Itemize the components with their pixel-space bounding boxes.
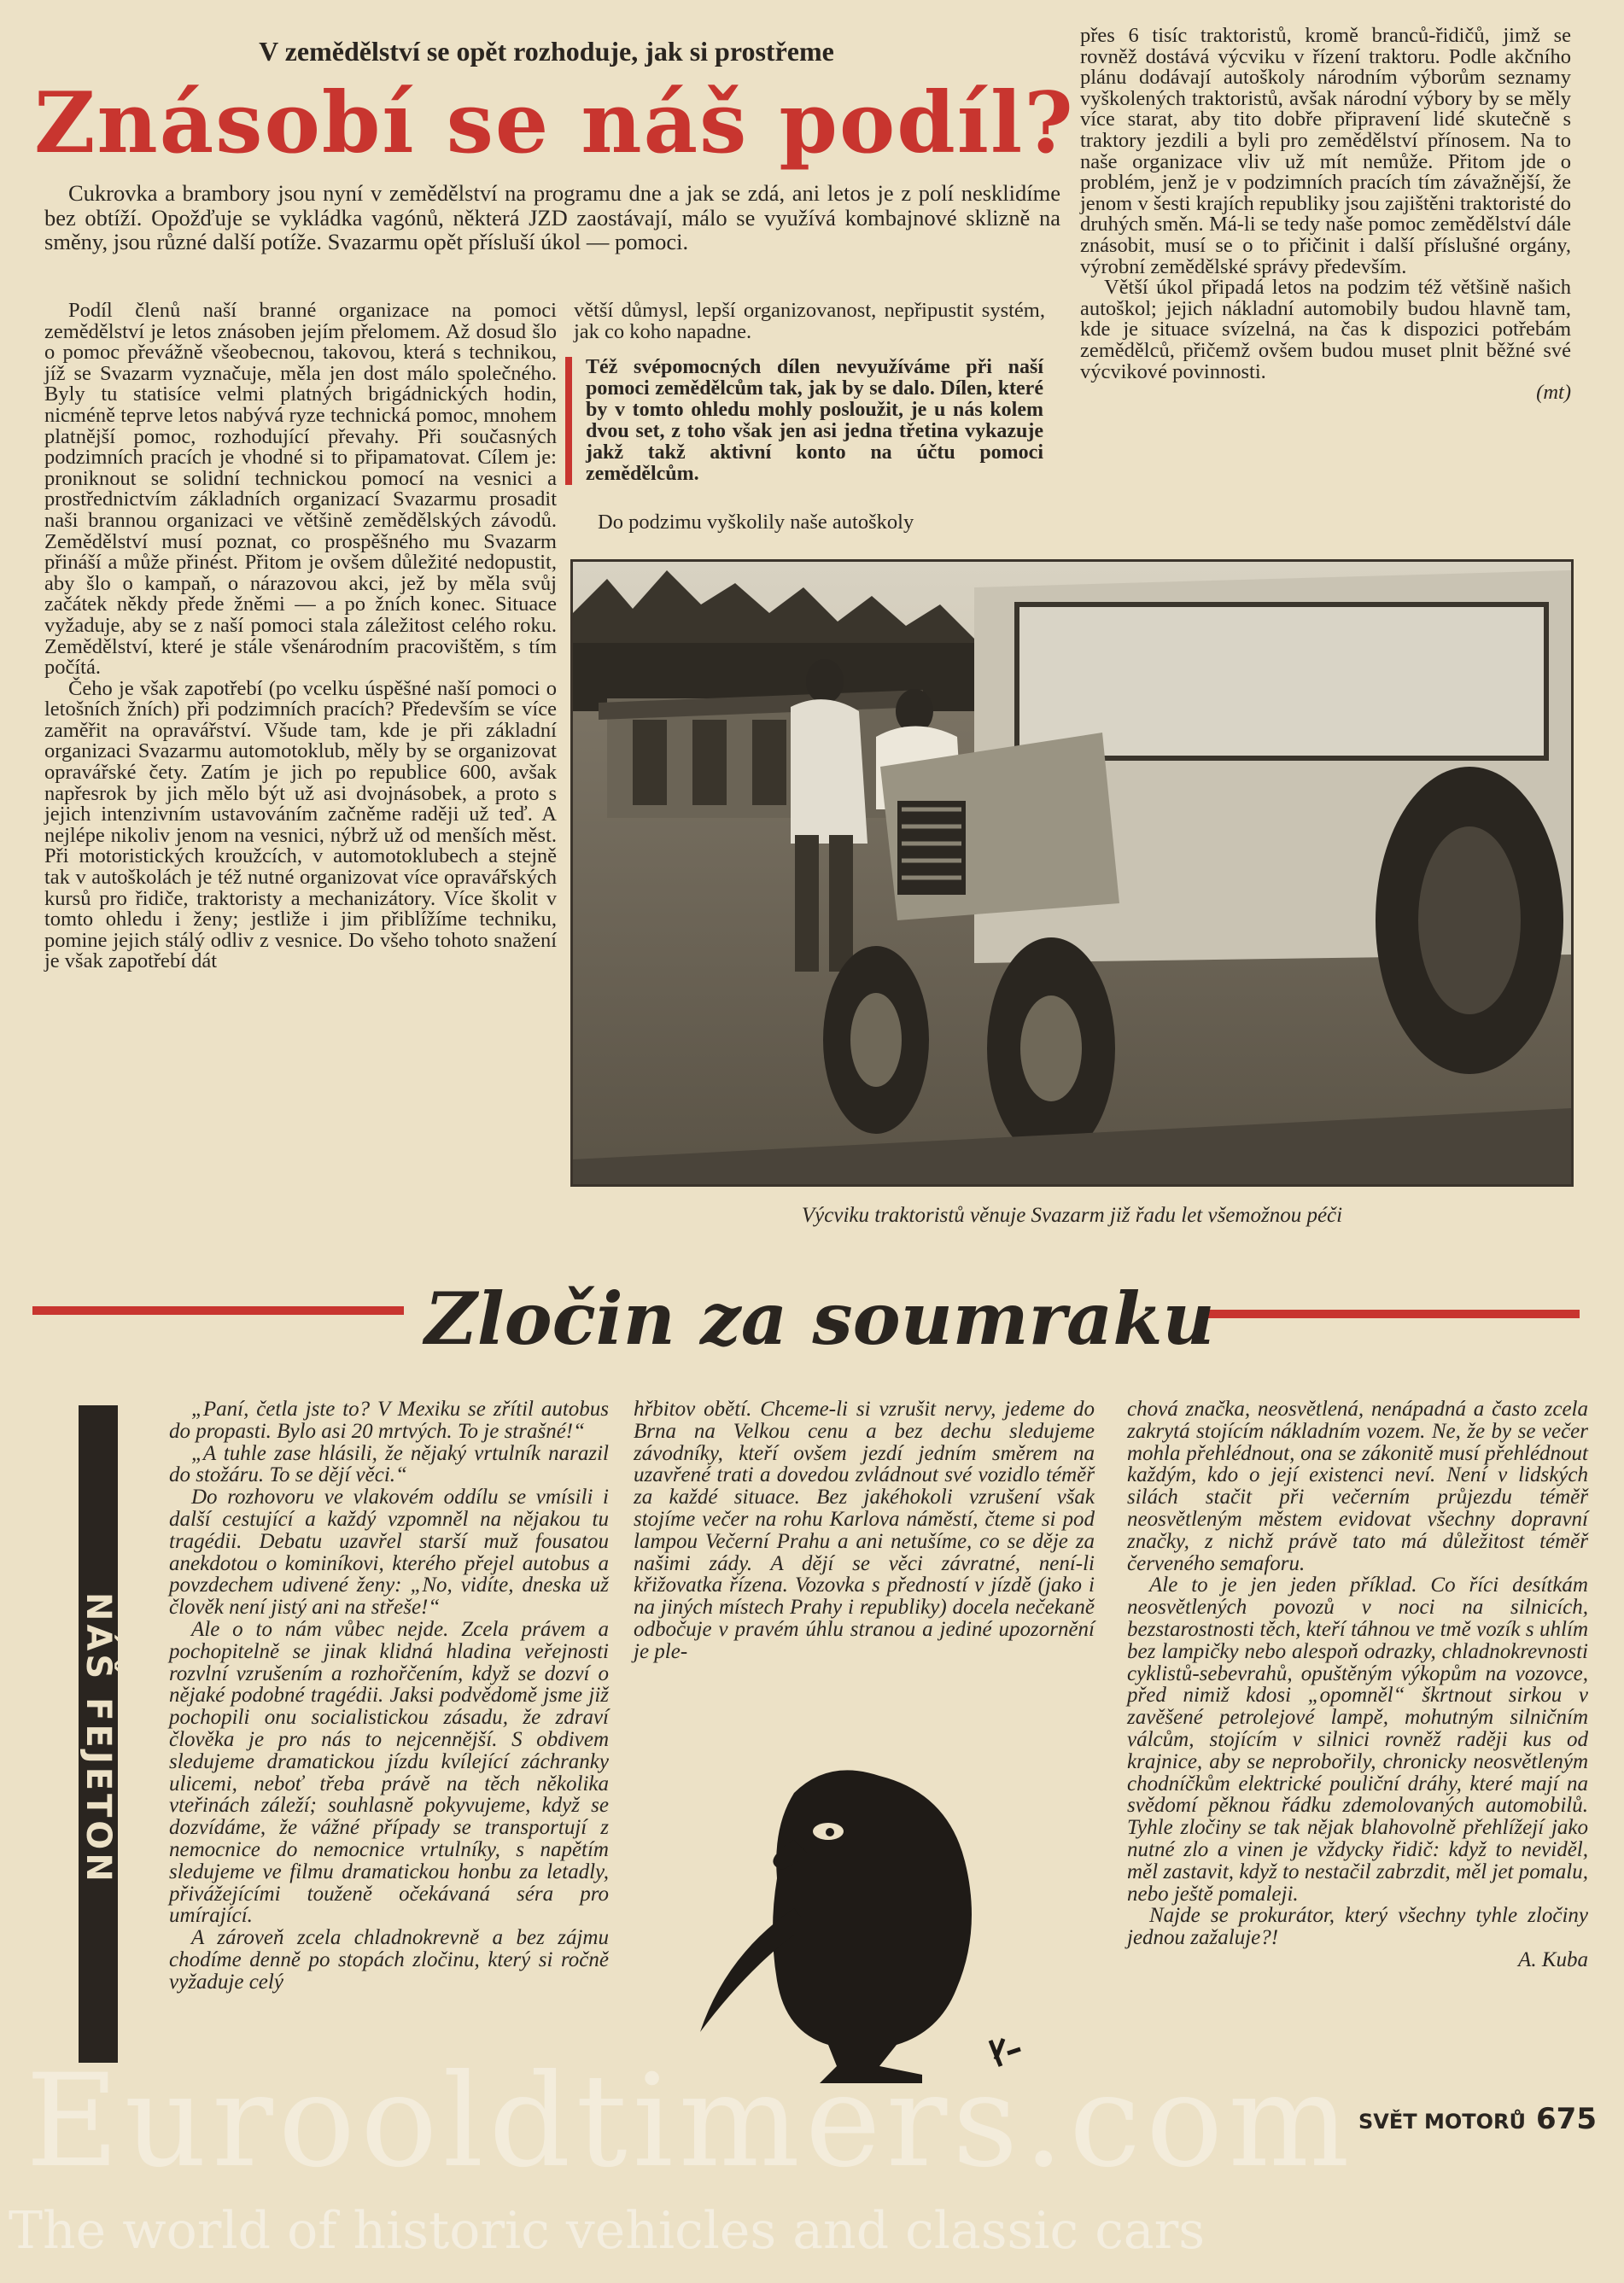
feuilleton-title: Zločin za soumraku: [424, 1276, 1215, 1361]
page-number: 675: [1536, 2102, 1597, 2136]
article-callout: Též svépomocných dílen nevyužíváme při naší pomoci zemědělcům tak, jak by se dalo. Dílen, které by v tomto ohledu mohly posloužit, je u nás kolem dvou set, z toho však jen asi jedna třetina vykazuje jakž takž aktivní konto na účtu pomoci zemědělcům.: [565, 357, 1043, 485]
feuilleton-column-2: [634, 1398, 1095, 1663]
left-red-rule: [32, 1306, 404, 1315]
feuilleton-paragraph: Ale to je jen jeden příklad. Co říci desítkám neosvětlených povozů v noci na silnicích, bezstarostnosti těch, kteří táhnou ve tmě vozík s uhlím bez lampičky nebo alespoň odrazky, chladnokrevnosti cyklistů-sebevrahů, opuštěným výkopům na vozovce, před nimiž kdosi „opomněl“ škrtnout sirkou v zavěšené petrolejové lampě, mohutným silničním válcům, stojícím v silnici rovněž raději kus od krajnice, aby se neprobořily, chronicky neosvětleným chodníčkům elektrické pouliční dráhy, které mají na svědomí pěknou řádku zdemolovaných automobilů. Tyhle zločiny se tak nějak blahovolně přehlížejí jako nutné zlo a vinen je vždycky řidič: když to neviděl, měl zastavit, když to nestačil zabrzdit, měl jet pomalu, nebo ještě pomaleji.: [1127, 1574, 1588, 1906]
article-kicker: V zemědělství se opět rozhoduje, jak si prostřeme: [259, 36, 834, 67]
column-1-paragraph-1: Podíl členů naší branné organizace na pomoci zemědělství je letos znásoben jejím přelomem. Až dosud šlo o pomoc převážně všeobecnou, takovou, která s technikou, jíž se Svazarm vyznačuje, měla jen dost málo společného. Byly tu statisíce velmi platných brigádnických hodin, nicméně teprve letos nabývá ryze technická pomoc, mnohem platnější pomoc, rozhodující převahy. Při současných podzimních pracích je vhodné si to připamatovat. Cílem je: proniknout se solidní technickou pomocí na vesnici a prostřednictvím základních organizací Svazarmu prosadit naši brannou organizaci ve většině zemědělských závodů. Zemědělství musí poznat, co prospěšného mu Svazarm přináší a může přinést. Přitom je ovšem důležité nedopustit, aby šlo o kampaň, o nárazovou akci, jež by měla svůj začátek někdy přede žněmi — a po žních konec. Situace vyžaduje, aby se z naší pomoci stala záležitost celého roku. Zemědělství, které je stále všenárodním pracovištěm, s tím počítá.: [44, 299, 557, 680]
magazine-name: SVĚT MOTORŮ: [1358, 2110, 1527, 2134]
feuilleton-paragraph: Ale o to nám vůbec nejde. Zcela právem a pochopitelně se jinak klidná hladina veřejnosti rozvlní vzrušením a rozhořčením, když se dozví o nějaké podobné tragédii. Jaksi podvědomě jsme již pochopili onu socialistickou zásadu, že zdraví člověka je pro nás to nejcennější. S obdivem sledujeme dramatickou jízdu kvílející záchranky ulicemi, neboť třeba právě na těch několika vteřinách záleží; souhlasně pokyvujeme, když se dozvídáme, že vážné případy se transportují z nemocnice do nemocnice vrtulníky, s napětím sledujeme ve filmu dramatickou honbu za letadly, přivážejícími touženě očekávaná séra pro umírající.: [169, 1617, 609, 1928]
column-3-paragraph-1: přes 6 tisíc traktoristů, kromě branců-řidičů, jimž se rovněž dostává výcviku v řízení traktoru. Podle akčního plánu dodávají autoškoly národním výborům seznamy vyškolených traktoristů, avšak národní výbory by se měly více starat, aby tito dobře připravení lidé skutečně s traktory jezdili a byli pro zemědělství přínosem. Na to naše organizace vliv už mít nemůže. Přitom jde o problém, jenž je v podzimních pracích tím závažnější, že jenom v šesti krajích republiky jsou zajištěni traktoristé do druhých směn. Má-li se tedy naše pomoc zemědělství dále znásobit, musí se o to přičinit i další příslušné orgány, výrobní zemědělské správy především.: [1080, 24, 1571, 278]
page-footer: [1341, 2102, 1597, 2136]
article-headline: Znásobí se náš podíl?: [34, 74, 1075, 172]
feuilleton-paragraph: „A tuhle zase hlásili, že nějaký vrtulník narazil do stožáru. To se dějí věci.“: [169, 1441, 609, 1487]
tractor-photo: [570, 559, 1574, 1187]
crow-knife-icon: [666, 1759, 1059, 2100]
feuilleton-section-label: NÁŠ FEJETON: [79, 1405, 118, 2063]
column-2-bottom-paragraph: Do podzimu vyškolily naše autoškoly: [598, 511, 914, 534]
column-2-top-paragraph: větší důmysl, lepší organizovanost, nepřipustit systém, jak co koho napadne.: [574, 299, 1045, 343]
right-red-rule: [1204, 1310, 1580, 1318]
feuilleton-paragraph: A zároveň zcela chladnokrevně a bez zájmu chodíme denně po stopách zločinu, který si ročně vyžaduje celý: [169, 1926, 609, 1994]
watermark-site: Eurooldtimers.com: [26, 2047, 1355, 2196]
article-signature: (mt): [1536, 381, 1571, 405]
article-lead: [44, 181, 1060, 254]
tractor-photo-illustration: [573, 562, 1571, 1184]
lead-paragraph: Cukrovka a brambory jsou nyní v zemědělství na programu dne a jak se zdá, ani letos je z polí nesklidíme bez obtíží. Opožďuje se vykládka vagónů, některá JZD zaostávají, málo se využívá kombajnové sklizně na směny, jsou různé další potíže. Svazarmu opět přísluší úkol — pomoci.: [44, 180, 1060, 254]
crow-with-knife-illustration: [666, 1759, 1059, 2100]
feuilleton-column-1: [169, 1398, 609, 1994]
column-1-paragraph-2: Čeho je však zapotřebí (po vcelku úspěšné naší pomoci o letošních žních) při podzimních pracích? Především se více zaměřit na opravářství. Všude tam, kde je při základní organizaci Svazarmu automotoklub, měly by se organizovat opravářské čety. Zatím je jich po republice 600, avšak napřesrok by jich mělo být už asi dvojnásobek, a proto s jejich intenzivním ustavováním začněme raději už teď. A nejlépe nikoliv jenom na vesnici, nýbrž už od menších měst. Při motoristických kroužcích, v automotoklubech a stejně tak v autoškolách je též nutné organizovat více opravářských kursů pro řidiče, traktoristy a mechanizátory. Více školit v tomto ohledu i ženy; jestliže i jim přiblížíme techniku, pomine jejich stálý odliv z vesnice. Do všeho tohoto snažení je však zapotřebí dát: [44, 676, 557, 973]
feuilleton-author: A. Kuba: [1518, 1947, 1588, 1971]
article-column-2-top: [574, 301, 1045, 342]
photo-caption: Výcviku traktoristů věnuje Svazarm již řadu let všemožnou péči: [801, 1204, 1343, 1227]
feuilleton-paragraph: hřbitov obětí. Chceme-li si vzrušit nervy, jedeme do Brna na Velkou cenu a bez dechu sledujeme závodníky, kteří ovšem jezdí jedním směrem na uzavřené trati a dovedou zvládnout své vozidlo téměř za každé situace. Bez jakéhokoli vzrušení však stojíme večer na rohu Karlova náměstí, čteme si pod lampou Večerní Prahu a ani netušíme, co se děje za našimi zády. A dějí se věci závratné, není-li křižovatka řízena. Vozovka s předností v jízdě (jako i na jiných místech Prahy i republiky) docela nečekaně odbočuje v pravém úhlu stranou a jediné upozornění je ple-: [634, 1398, 1095, 1663]
feuilleton-column-3: [1127, 1398, 1588, 1971]
feuilleton-paragraph: Najde se prokurátor, který všechny tyhle zločiny jednou zažaluje?!: [1127, 1904, 1588, 1950]
feuilleton-paragraph: Do rozhovoru ve vlakovém oddílu se vmísili i další cestující a každý vzpomněl na nějakou tu tragédii. Debatu uzavřel starší muž fousatou anekdotou o kominíkovi, kterého přejel autobus a povzdechem udivené ženy: „No, vidíte, dneska už člověk není jistý ani na střeše!“: [169, 1486, 609, 1620]
feuilleton-paragraph: „Paní, četla jste to? V Mexiku se zřítil autobus do propasti. Bylo asi 20 mrtvých. To je strašné!“: [169, 1398, 609, 1443]
column-3-paragraph-2: Větší úkol připadá letos na podzim též většině našich autoškol; jejich nákladní automobily budou hlavně tam, kde je situace svízelná, na čas k dispozici potřebám zemědělců, přičemž ovšem budou muset plnit běžné své výcvikové povinnosti.: [1080, 276, 1571, 383]
article-column-2-bottom: [574, 512, 1045, 534]
article-column-3: [1080, 26, 1571, 404]
watermark-tagline: The world of historic vehicles and classic cars: [9, 2201, 1206, 2261]
feuilleton-paragraph: chová značka, neosvětlená, nenápadná a často zcela zakrytá stojícím nákladním vozem. Ne, že by se večer mohla přehlédnout, ona se zákonitě musí přehlédnout každým, kdo o její existenci neví. Není v lidských silách stačit při večerním průjezdu téměř neosvětleným městem evidovat všechny dopravní značky, z nichž právě tato má důležitost téměř červeného semaforu.: [1127, 1398, 1588, 1575]
article-column-1: [44, 301, 557, 972]
